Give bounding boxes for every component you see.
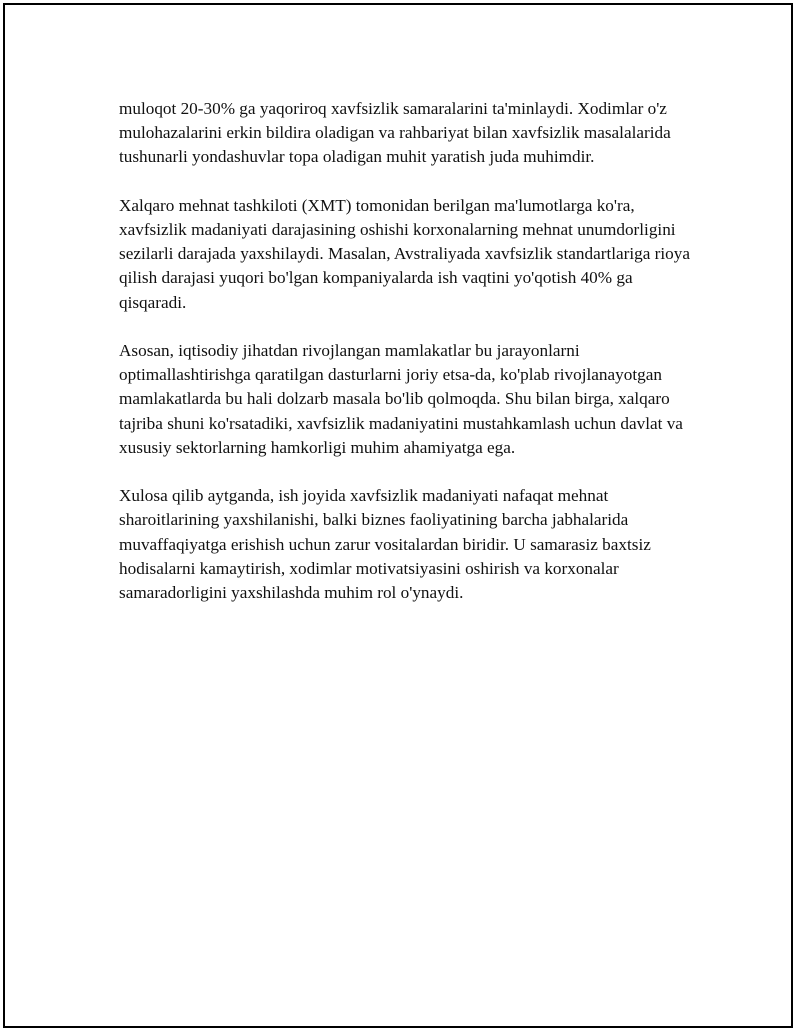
paragraph-ilo-data: Xalqaro mehnat tashkiloti (XMT) tomonidan berilgan ma'lumotlarga ko'ra, xavfsizlik madaniyati darajasining oshishi korxonalarning mehnat unumdorligini sezilarli darajada yaxshilaydi. Masalan, Avstraliyada xavfsizlik standartlariga rioya qilish darajasi yuqori bo'lgan kompaniyalarda ish vaqtini yo'qotish 40% ga qisqaradi. — [119, 195, 690, 312]
document-body — [119, 97, 699, 629]
paragraph-communication: muloqot 20-30% ga yaqoriroq xavfsizlik samaralarini ta'minlaydi. Xodimlar o'z mulohazalarini erkin bildira oladigan va rahbariyat bilan xavfsizlik masalalarida tushunarli yondashuvlar topa oladigan muhit yaratish juda muhimdir. — [119, 99, 671, 167]
paragraph-conclusion: Xulosa qilib aytganda, ish joyida xavfsizlik madaniyati nafaqat mehnat sharoitlarining yaxshilanishi, balki biznes faoliyatining barcha jabhalarida muvaffaqiyatga erishish uchun zarur vositalardan biridir. U samarasiz baxtsiz hodisalarni kamaytirish, xodimlar motivatsiyasini oshirish va korxonalar samaradorligini yaxshilashda muhim rol o'ynaydi. — [119, 486, 651, 603]
paragraph-developed-countries: Asosan, iqtisodiy jihatdan rivojlangan mamlakatlar bu jarayonlarni optimallashtirishga qaratilgan dasturlarni joriy etsa-da, ko'plab rivojlanayotgan mamlakatlarda bu hali dolzarb masala bo'lib qolmoqda. Shu bilan birga, xalqaro tajriba shuni ko'rsatadiki, xavfsizlik madaniyatini mustahkamlash uchun davlat va xususiy sektorlarning hamkorligi muhim ahamiyatga ega. — [119, 341, 683, 457]
document-page — [3, 3, 793, 1028]
